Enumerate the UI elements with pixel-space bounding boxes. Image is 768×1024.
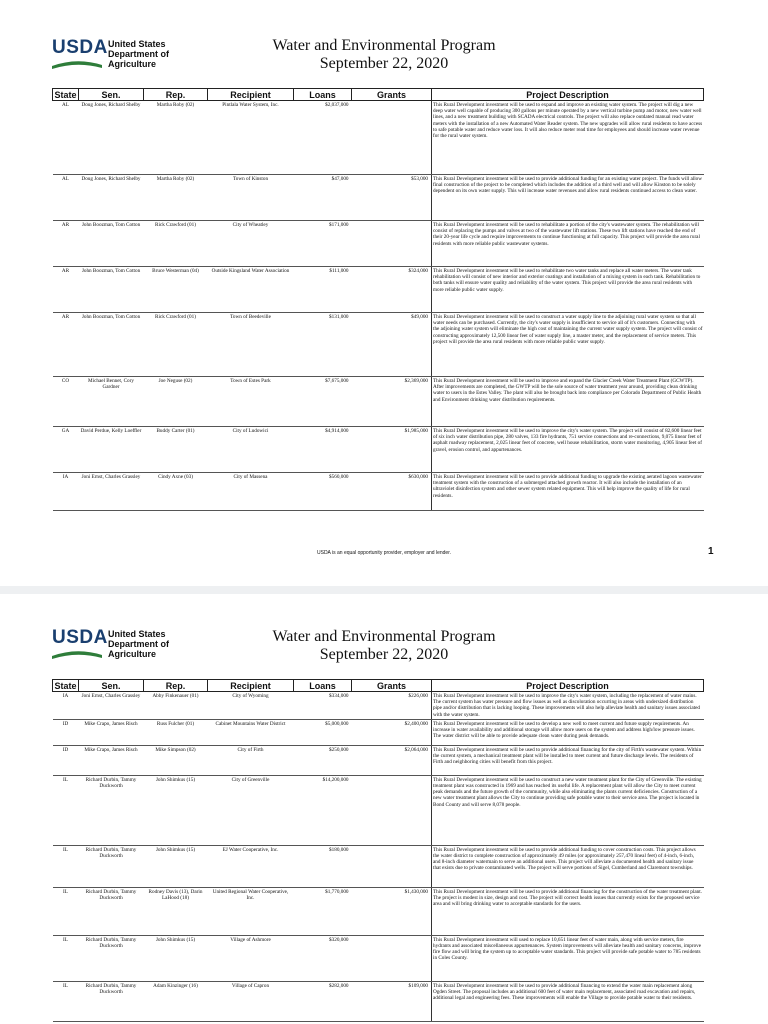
- cell-state: GA: [53, 427, 79, 473]
- table-row: [53, 981, 704, 1021]
- table-row: [53, 175, 704, 221]
- cell-loans: $111,000: [294, 267, 352, 313]
- cell-description: This Rural Development investment will be used to provide additional financing for the city of Firth's wastewater system. Within the current system, a mechanical treatment plant will be installed to meet current and future discharge levels. The residents of Firth and neighboring cities will benefit from this project.: [432, 745, 704, 775]
- cell-loans: $47,000: [294, 175, 352, 221]
- cell-senators: John Boozman, Tom Cotton: [79, 221, 144, 267]
- col-header-description: Project Description: [432, 680, 704, 692]
- cell-recipient: City of Greenville: [208, 775, 294, 845]
- cell-representative: Russ Fulcher (01): [144, 719, 208, 745]
- col-header-sen: Sen.: [79, 89, 144, 101]
- cell-loans: $282,000: [294, 981, 352, 1021]
- cell-description: This Rural Development investment will be used to construct a water supply line to the adjoining rural water system so that all water needs can be purchased. Currently, the city's water supply is insufficient to service all of it's customers. Connecting with the adjoining water system will eliminate the high cost of maintaining the current water supply system. The project will consist of constructing approximately 12,500 linear feet of water supply line, a master meter, and the replacement of service meters. This project will provide the area rural residents with more reliable public water supply.: [432, 313, 704, 377]
- table-row: [53, 221, 704, 267]
- cell-representative: Mike Simpson (02): [144, 745, 208, 775]
- cell-state: IL: [53, 887, 79, 935]
- col-header-state: State: [54, 89, 77, 100]
- col-header-loans: Loans: [294, 89, 352, 101]
- document-title: Water and Environmental Program: [272, 37, 496, 54]
- cell-state: AR: [53, 267, 79, 313]
- cell-state: AR: [53, 221, 79, 267]
- cell-state: CO: [53, 377, 79, 427]
- cell-grants: $2,064,000: [352, 745, 432, 775]
- document-title: Water and Environmental Program: [272, 628, 496, 645]
- table-row: [53, 313, 704, 377]
- cell-description: This Rural Development investment will be used to provide additional funding for an existing water project. The funds will allow final construction of the project to be completed which includes the addition of a third well and will allow Kinston to be solely dependent on its own water supply. This will increase water revenues and allow rural residents continued access to clean water.: [432, 175, 704, 221]
- cell-loans: $2,037,000: [294, 101, 352, 175]
- cell-senators: Doug Jones, Richard Shelby: [79, 175, 144, 221]
- cell-loans: $5,000,000: [294, 719, 352, 745]
- cell-recipient: United Regional Water Cooperative, Inc.: [208, 887, 294, 935]
- col-header-grants: Grants: [352, 680, 432, 692]
- cell-senators: Mike Crapo, James Risch: [79, 719, 144, 745]
- cell-state: AR: [53, 313, 79, 377]
- footer-disclaimer: USDA is an equal opportunity provider, employer and lender.: [317, 550, 451, 556]
- table-row: [53, 745, 704, 775]
- cell-recipient: Town of Kinston: [208, 175, 294, 221]
- table-row: [53, 267, 704, 313]
- cell-grants: [352, 935, 432, 981]
- cell-grants: $2,369,000: [352, 377, 432, 427]
- cell-grants: $630,000: [352, 473, 432, 511]
- usda-wordmark: USDA: [52, 37, 108, 58]
- table-row: [53, 377, 704, 427]
- cell-loans: $1,770,000: [294, 887, 352, 935]
- cell-grants: $49,000: [352, 313, 432, 377]
- cell-loans: $171,000: [294, 221, 352, 267]
- cell-state: AL: [53, 101, 79, 175]
- cell-state: IA: [53, 692, 79, 720]
- cell-representative: Cindy Axne (03): [144, 473, 208, 511]
- cell-description: This Rural Development investment will be used to improve the city's water system, including the replacement of water mains. The current system has water pressure and flow issues as well as discoloration occurring in areas with undersized distribution pipe and/or distribution that is lacking looping. These improvements will also help alleviate health and sanitary issues associated with the water system.: [432, 692, 704, 720]
- cell-grants: $1,430,000: [352, 887, 432, 935]
- cell-grants: [352, 775, 432, 845]
- cell-senators: Richard Durbin, Tammy Duckworth: [79, 887, 144, 935]
- cell-representative: John Shimkus (15): [144, 935, 208, 981]
- cell-description: This Rural Development investment will be used to rehabilitate two water tanks and replace all water meters. The water tank rehabilitation will consist of new interior and exterior coatings and installation of a mixing system in each tank. Rehabilitation to both tanks will ensure water quality and reliability of the water system. This project will provide the area rural residents with more reliable public water supply.: [432, 267, 704, 313]
- col-header-rep: Rep.: [144, 89, 208, 101]
- cell-representative: Abby Finkenauer (01): [144, 692, 208, 720]
- cell-recipient: City of Wheatley: [208, 221, 294, 267]
- agency-line-3: Agriculture: [108, 59, 157, 69]
- cell-grants: $2,400,000: [352, 719, 432, 745]
- cell-grants: $1,985,000: [352, 427, 432, 473]
- cell-senators: John Boozman, Tom Cotton: [79, 267, 144, 313]
- cell-recipient: Cabinet Mountains Water District: [208, 719, 294, 745]
- usda-wordmark: USDA: [52, 627, 108, 648]
- cell-state: IL: [53, 981, 79, 1021]
- cell-loans: $320,000: [294, 935, 352, 981]
- cell-recipient: Outside Kingsland Water Association: [208, 267, 294, 313]
- cell-representative: Rodney Davis (13), Darin LaHood (18): [144, 887, 208, 935]
- cell-representative: Buddy Carter (01): [144, 427, 208, 473]
- page-number: 1: [708, 546, 714, 557]
- cell-description: This Rural Development investment will be used to construct a new water treatment plant for the City of Greenville. The existing treatment plant was constructed in 1969 and has reached its useful life. A replacement plant will allow the City to meet current peak demands and the future growth of the community, while also eliminating the plants current deficiencies. Construction of a new water treatment plant allows the City to continue providing safe potable water to their service area. The project is located in Bond County and will serve 8,078 people.: [432, 775, 704, 845]
- cell-recipient: Pintlala Water System, Inc.: [208, 101, 294, 175]
- cell-description: This Rural Development investment will be used to provide additional financing for the construction of the water treatment plant. The project is modest in size, design and cost. The project will correct health issues that currently exists for the proposed service area and will bring drinking water to acceptable standards for the users.: [432, 887, 704, 935]
- cell-senators: Richard Durbin, Tammy Duckworth: [79, 845, 144, 887]
- cell-recipient: City of Firth: [208, 745, 294, 775]
- cell-loans: $334,000: [294, 692, 352, 720]
- cell-description: This Rural Development investment will be used to improve the city's water system. The project will consist of 82,600 linear feet of six inch water distribution pipe, 280 valves, 133 fire hydrants, 751 service connections and re-connections, 9,075 linear feet of asphalt roadway replacement, 2,025 linear feet of concrete, well house rehabilitation, storm water monitoring, 4,905 linear feet of gravel, erosion control, and appurtenances.: [432, 427, 704, 473]
- agency-line-3: Agriculture: [108, 649, 157, 659]
- cell-description: This Rural Development investment will be used to provide additional funding to upgrade the existing aerated lagoon wastewater treatment system with the construction of a submerged attached growth reactor. It will also include the installation of an ultraviolet disinfection system and other sewer system related equipment. This will help improve the quality of life for rural residents.: [432, 473, 704, 511]
- cell-representative: Joe Neguse (02): [144, 377, 208, 427]
- cell-grants: $53,000: [352, 175, 432, 221]
- cell-state: IL: [53, 845, 79, 887]
- cell-description: This Rural Development investment will used to replace 10,651 linear feet of water main, along with service meters, fire hydrants and associated miscellaneous appurtenances. System improvements will alleviate health and sanitary concerns, improve fire flow and will bring the system up to acceptable water standards. This project will provide safe potable water to 785 residents in Coles County.: [432, 935, 704, 981]
- table-header-row: [53, 680, 704, 692]
- cell-grants: [352, 221, 432, 267]
- cell-grants: [352, 101, 432, 175]
- cell-recipient: Town of Beedeville: [208, 313, 294, 377]
- cell-representative: Martha Roby (02): [144, 101, 208, 175]
- table-header-row: [53, 89, 704, 101]
- cell-grants: $226,000: [352, 692, 432, 720]
- cell-recipient: Town of Estes Park: [208, 377, 294, 427]
- cell-recipient: City of Wyoming: [208, 692, 294, 720]
- cell-state: AL: [53, 175, 79, 221]
- table-row: [53, 775, 704, 845]
- col-header-rep: Rep.: [144, 680, 208, 692]
- agency-line-1: United States: [108, 39, 166, 49]
- cell-grants: $324,000: [352, 267, 432, 313]
- col-header-loans: Loans: [294, 680, 352, 692]
- cell-senators: Richard Durbin, Tammy Duckworth: [79, 775, 144, 845]
- projects-table: [52, 88, 704, 511]
- cell-loans: $131,000: [294, 313, 352, 377]
- cell-representative: Bruce Westerman (04): [144, 267, 208, 313]
- table-row: [53, 473, 704, 511]
- cell-state: ID: [53, 745, 79, 775]
- col-header-sen: Sen.: [79, 680, 144, 692]
- cell-description: This Rural Development investment will be used to provide additional financing to extend the water main replacement along Ogden Street. The proposal includes an additional 600 feet of water main replacement, associated road excavation and repairs, additional legal and engineering fees. These improvements will enable the Village to provide potable water to their residents.: [432, 981, 704, 1021]
- cell-representative: Rick Crawford (01): [144, 313, 208, 377]
- cell-state: ID: [53, 719, 79, 745]
- cell-representative: John Shimkus (15): [144, 845, 208, 887]
- cell-senators: Mike Crapo, James Risch: [79, 745, 144, 775]
- agency-line-1: United States: [108, 629, 166, 639]
- col-header-grants: Grants: [352, 89, 432, 101]
- cell-senators: Doug Jones, Richard Shelby: [79, 101, 144, 175]
- cell-loans: $14,200,000: [294, 775, 352, 845]
- cell-senators: John Boozman, Tom Cotton: [79, 313, 144, 377]
- col-header-description: Project Description: [432, 89, 704, 101]
- table-row: [53, 887, 704, 935]
- cell-representative: John Shimkus (15): [144, 775, 208, 845]
- cell-senators: Joni Ernst, Charles Grassley: [79, 692, 144, 720]
- cell-loans: $560,000: [294, 473, 352, 511]
- cell-grants: $109,000: [352, 981, 432, 1021]
- cell-loans: $4,914,000: [294, 427, 352, 473]
- cell-description: This Rural Development investment will be used to expand and improve an existing water system. The project will dig a new deep water well capable of producing 300 gallons per minute operated by a new vertical turbine pump and motor, new water well lines, and a new treatment building with SCADA electrical controls. The project will also replace outdated manual read water meters with the installation of a new Automated Water Reader system. The new upgrades will allow rural residents to have access to safe potable water and reduce water loss. It will also reduce meter read time for employees and should increase water revenue for the rural water system.: [432, 101, 704, 175]
- table-row: [53, 101, 704, 175]
- table-row: [53, 935, 704, 981]
- document-date: September 22, 2020: [319, 55, 449, 72]
- cell-description: This Rural Development investment will be used to rehabilitate a portion of the city's wastewater system. The rehabilitation will consist of replacing the pumps and valves at two of the wastewater lift stations. These two lift stations have reached the end of their 20-year life cycle and require improvements to continue functioning at full capacity. This project will provide the area rural residents with more reliable public wastewater systems.: [432, 221, 704, 267]
- cell-loans: $250,000: [294, 745, 352, 775]
- table-row: [53, 845, 704, 887]
- cell-description: This Rural Development investment will be used to develop a new well to meet current and future supply requirements. An increase in water availability and additional storage will allow more users on the system and address high/low pressure issues. The water district will be able to provide adequate clean water during peak demands.: [432, 719, 704, 745]
- cell-representative: Rick Crawford (01): [144, 221, 208, 267]
- cell-senators: Michael Bennet, Cory Gardner: [79, 377, 144, 427]
- agency-line-2: Department of: [108, 639, 170, 649]
- document-date: September 22, 2020: [319, 646, 449, 663]
- col-header-state: State: [54, 680, 77, 691]
- cell-senators: David Perdue, Kelly Loeffler: [79, 427, 144, 473]
- cell-recipient: City of Ludowici: [208, 427, 294, 473]
- table-row: [53, 719, 704, 745]
- table-row: [53, 427, 704, 473]
- cell-recipient: Village of Ashmore: [208, 935, 294, 981]
- cell-state: IA: [53, 473, 79, 511]
- table-row: [53, 692, 704, 720]
- projects-table: [52, 679, 704, 1022]
- cell-recipient: City of Massena: [208, 473, 294, 511]
- cell-senators: Richard Durbin, Tammy Duckworth: [79, 935, 144, 981]
- cell-loans: $7,675,000: [294, 377, 352, 427]
- cell-description: This Rural Development investment will be used to provide additional funding to cover construction costs. This project allows the water district to complete construction of approximately 49 miles (or approximately 257,470 lineal feet) of 4-inch, 6-inch, and 8-inch diameter watermain to serve an additional users. This project will alleviate a documented health and sanitary issue that exists due to private contaminated wells. The project will serve portions of Sigel, Cumberland and Claremont townships.: [432, 845, 704, 887]
- cell-description: This Rural Development investment will be used to improve and expand the Glacier Creek Water Treatment Plant (GCWTP). After improvements are completed, the GWTP will be the sole source of water treatment year around, providing clean drinking water to users in the Estes Valley. The plant will also be brought back into compliance per Colorado Department of Public Health and Environment drinking water distribution requirements.: [432, 377, 704, 427]
- cell-senators: Richard Durbin, Tammy Duckworth: [79, 981, 144, 1021]
- cell-recipient: EJ Water Cooperative, Inc.: [208, 845, 294, 887]
- cell-grants: [352, 845, 432, 887]
- col-header-recipient: Recipient: [208, 680, 294, 692]
- cell-loans: $180,000: [294, 845, 352, 887]
- cell-state: IL: [53, 935, 79, 981]
- cell-representative: Adam Kinzinger (16): [144, 981, 208, 1021]
- cell-state: IL: [53, 775, 79, 845]
- cell-representative: Martha Roby (02): [144, 175, 208, 221]
- cell-recipient: Village of Capron: [208, 981, 294, 1021]
- cell-senators: Joni Ernst, Charles Grassley: [79, 473, 144, 511]
- col-header-recipient: Recipient: [208, 89, 294, 101]
- agency-line-2: Department of: [108, 49, 170, 59]
